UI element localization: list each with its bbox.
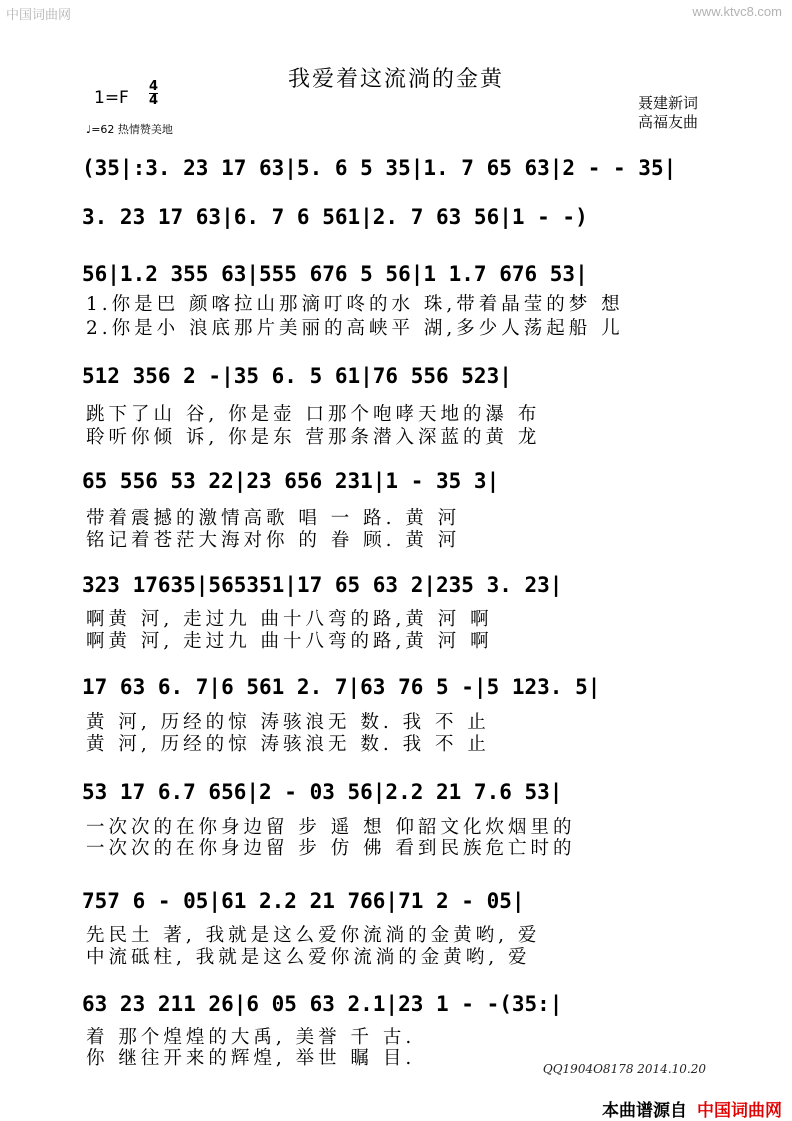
lyric-line: 一次次的在你身边留 步 遥 想 仰韶文化炊烟里的 xyxy=(86,817,576,838)
tempo-marking: ♩=62 热情赞美地 xyxy=(86,123,173,136)
notation-row-notes: 63 23 211 26|6 05 63 2.1|23 1 - -(35:| xyxy=(82,992,563,1016)
footer-site-link[interactable]: 中国词曲网 xyxy=(697,1101,782,1121)
notation-row xyxy=(82,254,710,294)
lyric-line: 聆听你倾 诉, 你是东 营那条潜入深蓝的黄 龙 xyxy=(86,427,541,448)
lyric-line: 跳下了山 谷, 你是壶 口那个咆哮天地的瀑 布 xyxy=(86,404,541,425)
lyric-line: 中流砥柱, 我就是这么爱你流淌的金黄哟, 爱 xyxy=(86,947,531,968)
meter-top: 4 xyxy=(149,79,159,94)
notation-row xyxy=(82,881,710,921)
lyric-line: 啊黄 河, 走过九 曲十八弯的路,黄 河 啊 xyxy=(86,609,493,630)
notation-row-notes: 53 17 6.7 656|2 - 03 56|2.2 21 7.6 53| xyxy=(82,780,563,804)
lyric-line: 一次次的在你身边留 步 仿 佛 看到民族危亡时的 xyxy=(86,838,576,859)
lyric-line: 黄 河, 历经的惊 涛骇浪无 数. 我 不 止 xyxy=(86,734,490,755)
watermark-right: www.ktvc8.com xyxy=(692,4,782,19)
notation-row xyxy=(82,356,710,396)
lyric-line: 着 那个煌煌的大禹, 美誉 千 古. xyxy=(86,1027,416,1048)
notation-row-notes: 757 6 - 05|61 2.2 21 766|71 2 - 05| xyxy=(82,889,525,913)
meter-bottom: 4 xyxy=(149,93,159,108)
notation-row-notes: (35|:3. 23 17 63|5. 6 5 35|1. 7 65 63|2 - - 35| xyxy=(82,156,677,180)
lyric-line: 你 继往开来的辉煌, 举世 瞩 目. xyxy=(86,1048,416,1069)
notation-row xyxy=(82,772,710,812)
notation-row xyxy=(82,565,710,605)
watermark-left: 中国词曲网 xyxy=(6,8,72,23)
notation-row-notes: 56|1.2 355 63|555 676 5 56|1 1.7 676 53| xyxy=(82,262,588,286)
song-title: 我爱着这流淌的金黄 xyxy=(287,67,504,92)
lyricist-credit: 聂建新词 xyxy=(637,94,698,112)
source-footer xyxy=(602,1096,782,1121)
notation-row xyxy=(82,984,710,1024)
notation-row xyxy=(82,667,710,707)
composer-credit: 高福友曲 xyxy=(637,113,698,131)
notation-row-notes: 3. 23 17 63|6. 7 6 561|2. 7 63 56|1 - -) xyxy=(82,205,588,229)
signature-line: QQ1904O8178 2014.10.20 xyxy=(542,1062,706,1076)
lyric-line: 啊黄 河, 走过九 曲十八弯的路,黄 河 啊 xyxy=(86,631,493,652)
time-signature xyxy=(149,80,158,107)
lyric-line: 2.你是小 浪底那片美丽的高峡平 湖,多少人荡起船 儿 xyxy=(86,318,624,339)
notation-row-notes: 323 17635|565351|17 65 63 2|235 3. 23| xyxy=(82,573,563,597)
notation-row xyxy=(82,148,710,188)
notation-row-notes: 17 63 6. 7|6 561 2. 7|63 76 5 -|5 123. 5| xyxy=(82,675,601,699)
lyric-line: 铭记着苍茫大海对你 的 眷 顾. 黄 河 xyxy=(86,530,461,551)
notation-row xyxy=(82,461,710,501)
lyric-line: 黄 河, 历经的惊 涛骇浪无 数. 我 不 止 xyxy=(86,712,490,733)
notation-row xyxy=(82,197,710,237)
notation-row-notes: 512 356 2 -|35 6. 5 61|76 556 523| xyxy=(82,364,512,388)
notation-row-notes: 65 556 53 22|23 656 231|1 - 35 3| xyxy=(82,469,500,493)
lyric-line: 先民土 著, 我就是这么爱你流淌的金黄哟, 爱 xyxy=(86,925,541,946)
footer-label: 本曲谱源自 xyxy=(602,1101,687,1121)
lyric-line: 1.你是巴 颜喀拉山那滴叮咚的水 珠,带着晶莹的梦 想 xyxy=(86,294,624,315)
key-signature: 1=F xyxy=(94,88,129,108)
lyric-line: 带着震撼的激情高歌 唱 一 路. 黄 河 xyxy=(86,508,461,529)
